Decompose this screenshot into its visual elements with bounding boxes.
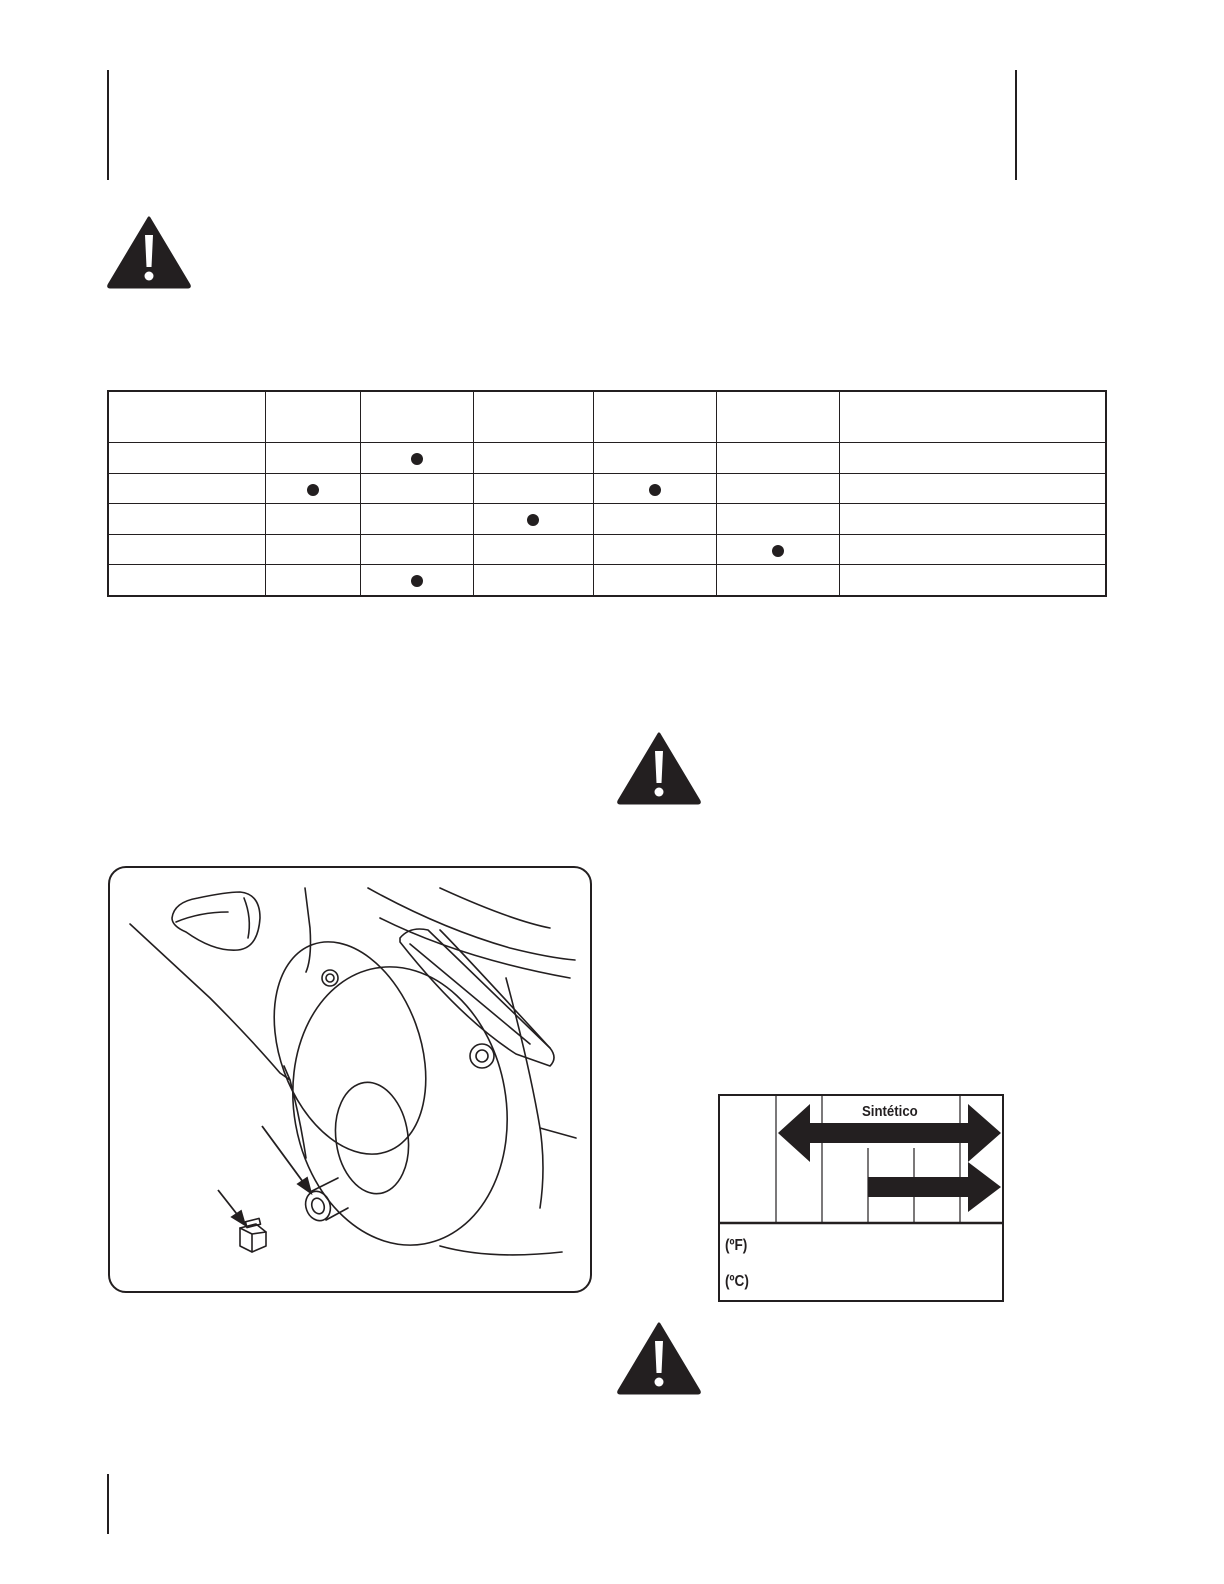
schedule-dot-marker xyxy=(411,453,423,465)
temperature-chart-grid xyxy=(720,1096,1002,1300)
engine-drawing xyxy=(110,868,590,1291)
table-cell xyxy=(265,565,360,596)
table-cell xyxy=(839,534,1106,565)
table-cell xyxy=(593,504,716,535)
table-cell xyxy=(716,504,839,535)
table-cell xyxy=(593,473,716,504)
table-cell xyxy=(839,504,1106,535)
conventional-range-arrow xyxy=(868,1162,1001,1212)
table-row xyxy=(108,443,1106,474)
oil-temperature-chart xyxy=(718,1094,1004,1302)
table-cell xyxy=(360,565,473,596)
crop-mark-top-left xyxy=(107,70,109,180)
maintenance-schedule-table xyxy=(107,390,1107,597)
table-row xyxy=(108,534,1106,565)
table-cell-task xyxy=(108,504,265,535)
table-header-cell xyxy=(108,391,265,443)
table-header-cell xyxy=(716,391,839,443)
table-cell xyxy=(473,534,593,565)
table-cell xyxy=(265,504,360,535)
table-cell xyxy=(473,473,593,504)
warning-triangle-icon xyxy=(616,731,702,805)
synthetic-oil-label: Sintético xyxy=(862,1103,918,1120)
warning-triangle-icon xyxy=(106,215,192,289)
fahrenheit-unit-label: (ºF) xyxy=(725,1237,748,1254)
schedule-dot-marker xyxy=(307,484,319,496)
table-cell xyxy=(473,443,593,474)
table-cell xyxy=(716,443,839,474)
table-cell xyxy=(265,443,360,474)
table-cell xyxy=(360,504,473,535)
table-cell xyxy=(265,473,360,504)
celsius-unit-label: (ºC) xyxy=(725,1273,749,1290)
crop-mark-top-right xyxy=(1015,70,1017,180)
crop-mark-bottom-left xyxy=(107,1474,109,1534)
table-header-cell xyxy=(360,391,473,443)
schedule-dot-marker xyxy=(649,484,661,496)
table-header-cell xyxy=(839,391,1106,443)
table-cell xyxy=(716,473,839,504)
table-row xyxy=(108,473,1106,504)
table-cell xyxy=(593,443,716,474)
table-header-cell xyxy=(593,391,716,443)
table-cell-task xyxy=(108,534,265,565)
table-cell xyxy=(360,443,473,474)
schedule-dot-marker xyxy=(527,514,539,526)
schedule-dot-marker xyxy=(411,575,423,587)
table-row xyxy=(108,504,1106,535)
table-cell xyxy=(593,565,716,596)
table-header-row xyxy=(108,391,1106,443)
table-cell xyxy=(360,473,473,504)
table-cell xyxy=(839,565,1106,596)
table-cell-task xyxy=(108,473,265,504)
table-cell xyxy=(839,443,1106,474)
table-cell-task xyxy=(108,565,265,596)
table-cell-task xyxy=(108,443,265,474)
table-cell xyxy=(473,565,593,596)
table-cell xyxy=(265,534,360,565)
table-cell xyxy=(716,534,839,565)
table-cell xyxy=(593,534,716,565)
table-cell xyxy=(473,504,593,535)
engine-oil-drain-illustration xyxy=(108,866,592,1293)
table-header-cell xyxy=(473,391,593,443)
table-row xyxy=(108,565,1106,596)
schedule-dot-marker xyxy=(772,545,784,557)
warning-triangle-icon xyxy=(616,1321,702,1395)
table-cell xyxy=(716,565,839,596)
table-cell xyxy=(360,534,473,565)
table-header-cell xyxy=(265,391,360,443)
table-cell xyxy=(839,473,1106,504)
